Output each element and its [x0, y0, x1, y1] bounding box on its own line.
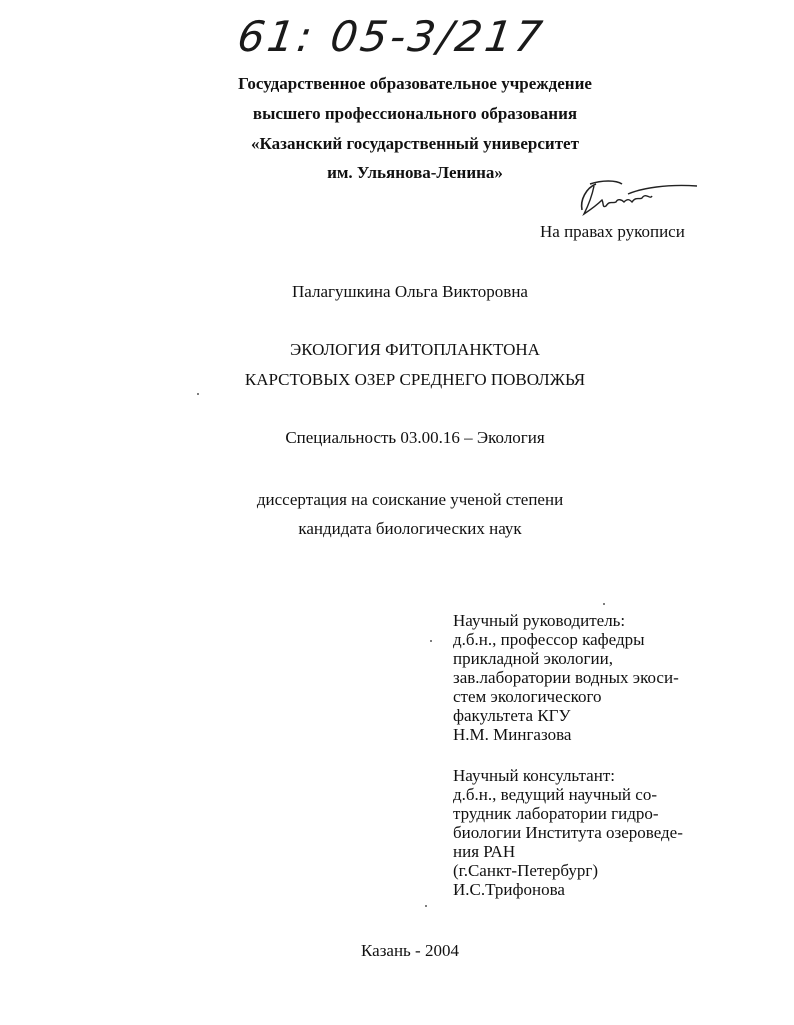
- consultant-line: д.б.н., ведущий научный со-: [453, 785, 657, 804]
- consultant-line: ния РАН: [453, 842, 516, 861]
- supervisor-line: прикладной экологии,: [453, 649, 613, 668]
- supervisor-line: факультета КГУ: [453, 706, 571, 725]
- thesis-title-line-2: КАРСТОВЫХ ОЗЕР СРЕДНЕГО ПОВОЛЖЬЯ: [244, 370, 586, 389]
- scan-speck: [425, 905, 427, 907]
- institution-line-1: Государственное образовательное учреждение: [238, 74, 592, 93]
- scan-speck: [197, 393, 199, 395]
- supervisor-heading: Научный руководитель:: [453, 611, 626, 630]
- supervisor-line: зав.лаборатории водных экоси-: [453, 668, 679, 687]
- specialty-line: Специальность 03.00.16 – Экология: [285, 428, 545, 447]
- consultant-name: И.С.Трифонова: [453, 880, 565, 899]
- city-year: Казань - 2004: [361, 941, 459, 960]
- supervisor-line: стем экологического: [453, 687, 602, 706]
- institution-line-4: им. Ульянова-Ленина»: [327, 163, 503, 182]
- handwritten-signature-icon: [572, 170, 702, 225]
- supervisor-line: д.б.н., профессор кафедры: [453, 630, 645, 649]
- consultant-line: (г.Санкт-Петербург): [453, 861, 599, 880]
- archive-code-handwritten: 61: 05-3/217: [234, 12, 549, 61]
- supervisor-name: Н.М. Мингазова: [453, 725, 572, 744]
- institution-line-2: высшего профессионального образования: [252, 104, 578, 123]
- degree-line-2: кандидата биологических наук: [298, 519, 522, 538]
- institution-line-3: «Казанский государственный университет: [251, 134, 579, 153]
- consultant-line: биологии Института озероведе-: [453, 823, 683, 842]
- manuscript-rights-label: На правах рукописи: [540, 222, 685, 241]
- degree-line-1: диссертация на соискание ученой степени: [256, 490, 564, 509]
- scan-speck: [603, 603, 605, 605]
- scan-speck: [430, 640, 432, 642]
- consultant-line: трудник лаборатории гидро-: [453, 804, 659, 823]
- thesis-title-line-1: ЭКОЛОГИЯ ФИТОПЛАНКТОНА: [290, 340, 540, 359]
- consultant-heading: Научный консультант:: [453, 766, 615, 785]
- author-name: Палагушкина Ольга Викторовна: [292, 282, 528, 301]
